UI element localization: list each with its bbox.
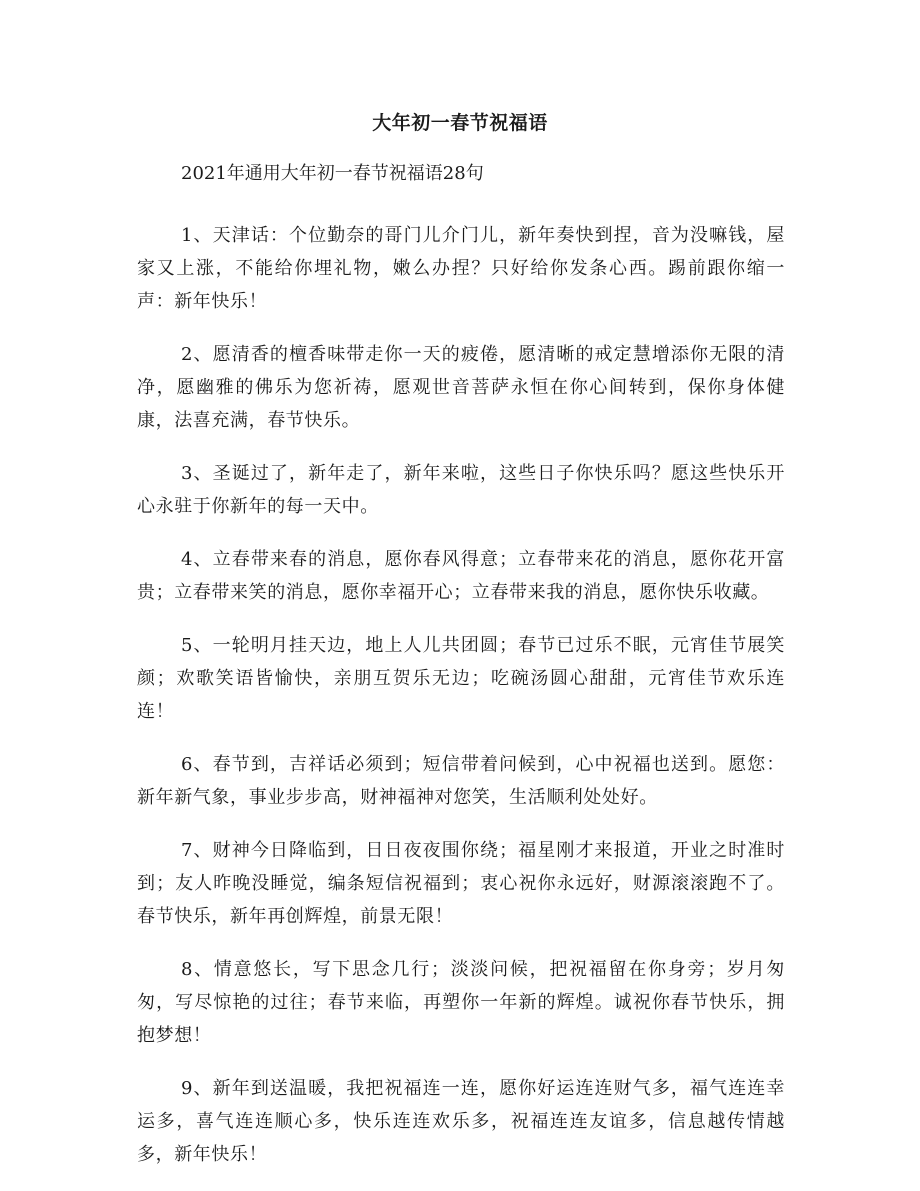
paragraph-2: 2、愿清香的檀香味带走你一天的疲倦，愿清晰的戒定慧增添你无限的清净，愿幽雅的佛乐为您祈祷，愿观世音菩萨永恒在你心间转到，保你身体健康，法喜充满，春节快乐。 bbox=[137, 344, 785, 431]
paragraph-5: 5、一轮明月挂天边，地上人儿共团圆；春节已过乐不眠，元宵佳节展笑颜；欢歌笑语皆愉快，亲朋互贺乐无边；吃碗汤圆心甜甜，元宵佳节欢乐连连！ bbox=[137, 635, 785, 722]
paragraph-1: 1、天津话：个位勤奈的哥门儿介门儿，新年奏快到捏，音为没嘛钱，屋家又上涨，不能给你埋礼物，嫩么办捏？只好给你发条心西。踢前跟你缩一声：新年快乐！ bbox=[137, 225, 785, 312]
paragraph-8: 8、情意悠长，写下思念几行；淡淡问候，把祝福留在你身旁；岁月匆匆，写尽惊艳的过往；春节来临，再塑你一年新的辉煌。诚祝你春节快乐，拥抱梦想！ bbox=[137, 959, 785, 1046]
paragraph-7: 7、财神今日降临到，日日夜夜围你绕；福星刚才来报道，开业之时准时到；友人昨晚没睡觉，编条短信祝福到；衷心祝你永远好，财源滚滚跑不了。春节快乐，新年再创辉煌，前景无限！ bbox=[137, 840, 785, 927]
paragraph-3: 3、圣诞过了，新年走了，新年来啦，这些日子你快乐吗？愿这些快乐开心永驻于你新年的每一天中。 bbox=[137, 463, 785, 517]
paragraph-4: 4、立春带来春的消息，愿你春风得意；立春带来花的消息，愿你花开富贵；立春带来笑的消息，愿你幸福开心；立春带来我的消息，愿你快乐收藏。 bbox=[137, 549, 785, 603]
document-body bbox=[137, 157, 785, 1191]
page-title: 大年初一春节祝福语 bbox=[372, 112, 548, 134]
paragraph-6: 6、春节到，吉祥话必须到；短信带着问候到，心中祝福也送到。愿您：新年新气象，事业步步高，财神福神对您笑，生活顺利处处好。 bbox=[137, 754, 785, 808]
paragraph-9: 9、新年到送温暖，我把祝福连一连，愿你好运连连财气多，福气连连幸运多，喜气连连顺心多，快乐连连欢乐多，祝福连连友谊多，信息越传情越多，新年快乐！ bbox=[137, 1078, 785, 1165]
document-subtitle: 2021年通用大年初一春节祝福语28句 bbox=[181, 163, 484, 184]
